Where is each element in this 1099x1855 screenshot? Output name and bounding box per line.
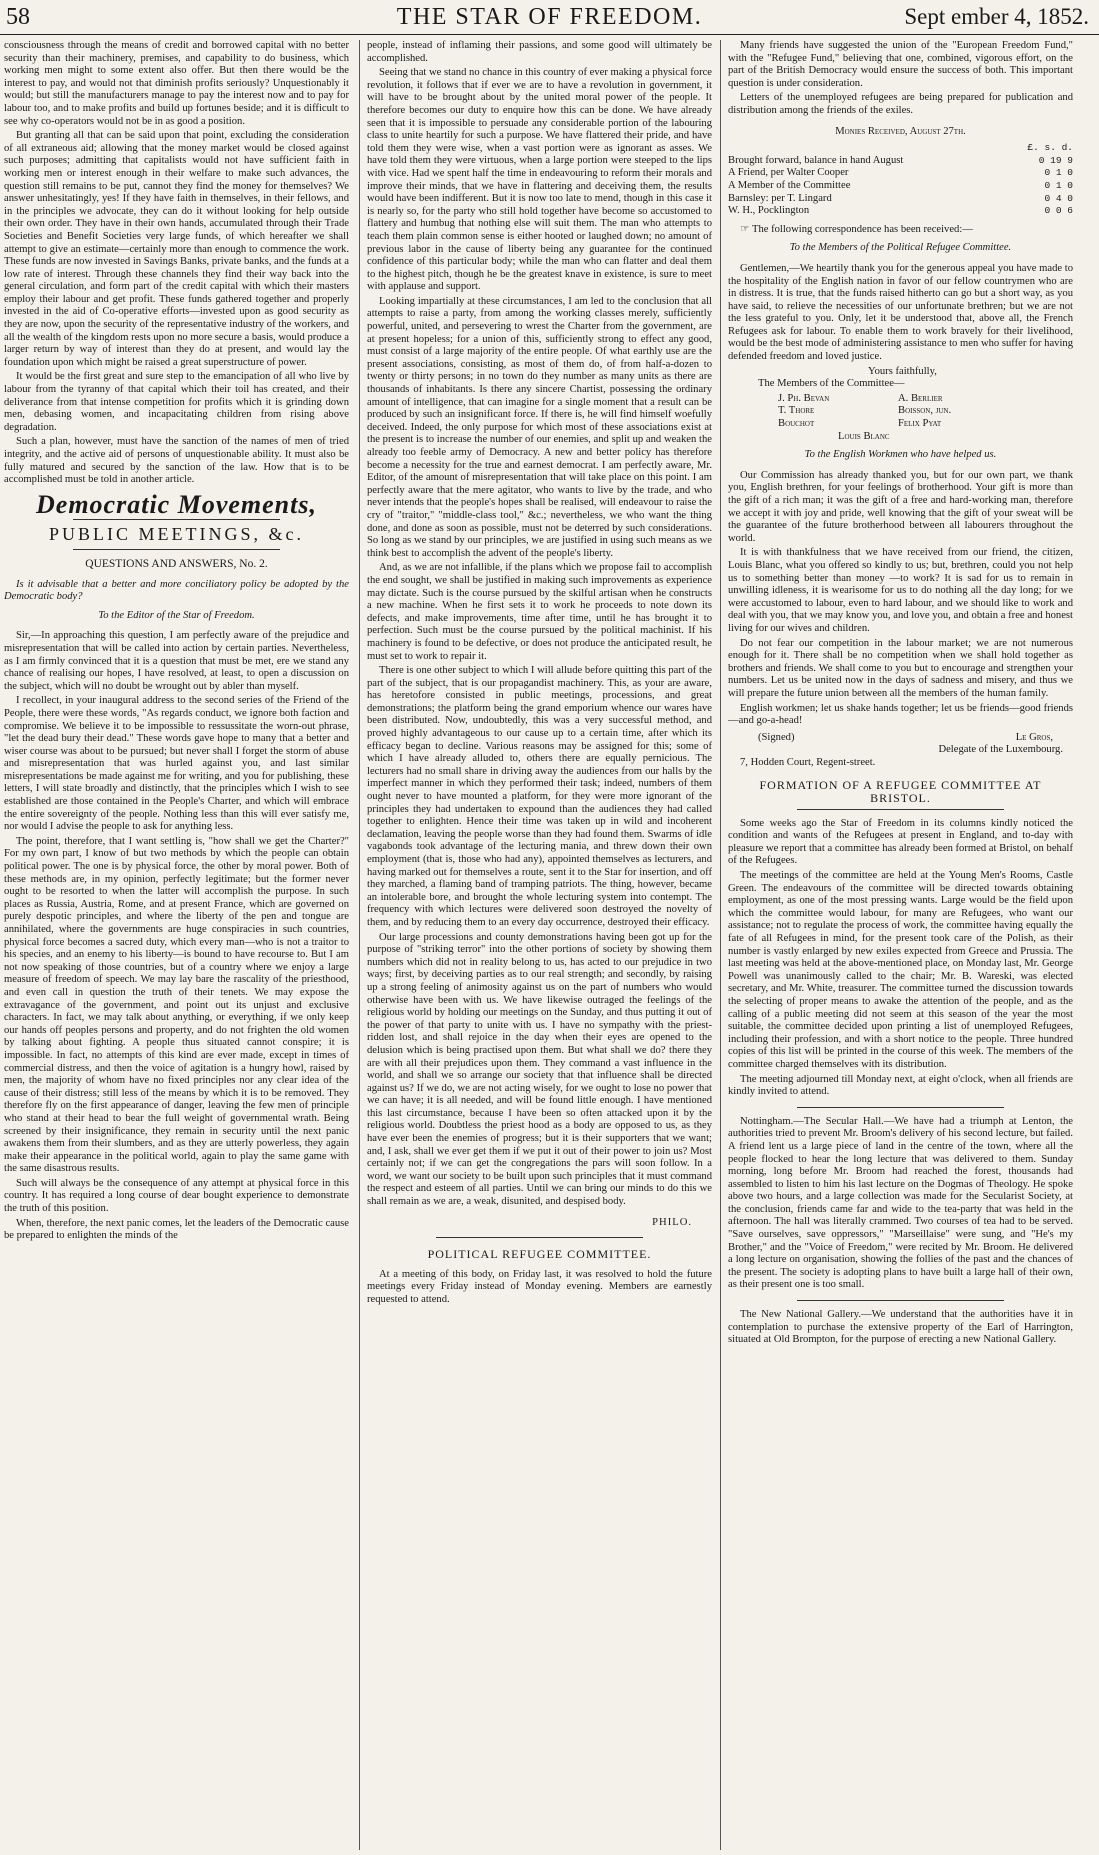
article-paragraph: consciousness through the means of credit and borrowed capital with no better security than their machinery, premises, and capability to do business, which working men might to some extent also offer. But then there would be the interest to pay, and would not that diminish profits seriously? Unquestionably it would; but still the manufacturers manage to pay the interest now and to pay for labour too, and to make profits and build up fortunes beside; and it is difficult to see why co-operators would not be in as good a position. [4, 40, 349, 127]
member-name: Felix Pyat [898, 418, 942, 430]
signatory: Le Gros, [1015, 731, 1053, 743]
article-paragraph: But granting all that can be said upon that point, excluding the consideration of all extraneous aid; allowing that the money market would be closed against such purposes; admitting that capitalists would not have sufficient faith in working men or interest enough in their welfare to make such advances, the question still remains to be put, cannot they find the money for themselves? We answer unhesitatingly, yes! If they have faith in themselves, in their fellows, and in the principles we advocate, they can do it without looking for help outside their own order. They have in their own hands, accumulated through their Trade Societies and Benefit Societies very large funds, of which hereafter we shall attempt to give an estimate—certainly more than enough to commence the work. These funds are now invested in Savings Banks, private banks, and the funds at a low rate of interest. Through these channels they find their way back into the general circulation, and form part of the credit capital with which their masters employ their labour and get profit. These funds gathered together and properly invested in the aid of Co-operative efforts—invested upon as good security as they are now, upon the security of the representative industry of the workers, and all the wealth of the kingdom rests upon no more secure a basis, would produce a larger return by way of interest than they do at present, and would lay the foundation upon which might be raised a great superstructure of power. [4, 130, 349, 368]
letter-heading: To the English Workmen who have helped us. [804, 449, 997, 461]
table-row [728, 205, 1073, 218]
letter-paragraph: Gentlemen,—We heartily thank you for the generous appeal you have made to the hospitality of the English nation in favor of our fellow countrymen who are in distress. It is true, that the funds raised hitherto can go but a short way, as you have said, to relieve the necessities of our unfortunate brethren; but we are not the less grateful to you. Only, let it be understood that, above all, the French Refugees ask for labour. To enable them to work bravely for their livelihood, would be the best mode of administering assistance to men who suffer for having defended freedom and loved justice. [728, 262, 1073, 363]
row-label: Brought forward, balance in hand August [728, 154, 904, 166]
article-paragraph: The meetings of the committee are held at the Young Men's Rooms, Castle Green. The endeavours of the committee will be directed towards obtaining employment, as one of the most pressing wants. Large would be the field upon which the committee would labour, for many are Refugees, who want our assistance; not to regulate the process of work, the committee having equally the fate of all Refugees in mind, for the present took care of the Polish, as their number is vastly enlarged by new exiles expected from Greece and Prussia. The last meeting was held at the above-mentioned place, on Monday last, Mr. George Powell was unanimously called to the chair; Mr. B. Wareski, was elected secretary, and Mr. White, treasurer. The committee turned the discussion towards the selecting of proper means to awake the attention of the people, and as the calling of a public meeting did not seem at this season of the year the most suitable, the committee decided upon printing a list of unemployed Refugees, including their profession, and with a short notice to the people. Three hundred copies of this list will be printed in the course of this week. The members of the committee charged themselves with its distribution. [728, 870, 1073, 1070]
member-list [778, 393, 1073, 443]
member-name: A. Berlier [898, 392, 943, 404]
letter-paragraph: There is one other subject to which I will allude before quitting this part of the part of the subject, that is our propagandist machinery. This, as your are aware, has heretofore consisted in public meetings, processions, and great demonstrations; the platform being the grand emporium whence our wares have been distributed. Now, undoubtedly, this was a very successful method, and proved highly advantageous to our cause up to a certain time, after which its efficacy began to decline. Various reasons may be assigned for this; some of which I have already alluded to, others there are equally pernicious. The lecturers had no small share in driving away the audiences from our halls by the imperfect manner in which they performed their task; indeed, numbers of them ought never to have mounted a platform, for they were more ignorant of the principles they had undertaken to expound than the audiences they had called together to enlighten. Hence their time was taken up in wild and incoherent declamation, leaving the people worse than they had found them. Swarms of idle vagabonds took advantage of the lecturing mania, and threw down their own employment (that is, those who had any), appointed themselves as lecturers, and having marked out for themselves a route, sent it to the Star for insertion, and off they marched, a flaming band of tramping patriots. The thing, however, became an intolerable bore, and brought the whole lecturing system into contempt. The frequency with which lectures were delivered soon destroyed the novelty of them, and by reducing them to an every day occurrence, destroyed their efficacy. [367, 665, 712, 928]
table-row [728, 180, 1073, 193]
masthead-title: THE STAR OF FREEDOM. [396, 4, 703, 30]
article-paragraph: Letters of the unemployed refugees are being prepared for publication and distribution among the friends of the exiles. [728, 92, 1073, 116]
article-paragraph: At a meeting of this body, on Friday last, it was resolved to hold the future meetings every Friday instead of Monday evening. Members are earnestly requested to attend. [367, 1268, 712, 1305]
letter-paragraph: And, as we are not infallible, if the plans which we propose fail to accomplish the end sought, we shall be justified in making such improvements as experience may dictate. Such is the course pursued by the skilful artisan when he constructs a new machine. When he first sets it to work he proceeds to note down its defects, and make improvements, time after time, until he has brought it to perfection. Such must be the course pursued by the political machinist. If his machinery is found to be defective, or does not produce the anticipated result, he must set to work to repair it. [367, 562, 712, 662]
letter-salutation: To the Editor of the Star of Freedom. [98, 609, 255, 621]
row-amount: 0 0 6 [1044, 205, 1073, 217]
letter-paragraph: Our large processions and county demonstrations having been got up for the purpose of "striking terror" into the other portions of society by showing them numbers which did not in reality belong to us, has acted to our prejudice in two ways; first, by deceiving parties as to our real strength; and secondly, by raising up a strong feeling of animosity against us on the part of numbers who would otherwise have been with us. We have likewise outraged the feelings of the religious world by holding our meetings on the Sunday, and thus putting it out of the power of that party to unite with us. I have no sympathy with the priest-ridden lost, and shall rejoice in the day when their eyes are opened to the delusion which is being practised upon them. But what shall we do? there they are with all their prejudices upon them. They command a vast influence in the world, and shall we so arrange our society that that influence shall be directed against us? If we do, we are not acting wisely, for we ought to lose no power that we can have; it is all needed, and will be found little enough. I have mentioned this last circumstance, because I have been so often attacked upon it by the religious world. Doubtless the priest hood as a body are opposed to us, as they have ever been the enemies of progress; but it is their supporters that we want; and, I ask, shall we ever get them if we put it out of their power to join us? Most certainly not; if we can get the congregations the pars will soon follow. In a word, we want our society to be built upon such principles that it must command the respect and esteem of all parties. Until we can bring our minds to do this we shall remain as we are, a weak, disunited, and despised body. [367, 931, 712, 1208]
table-row [728, 167, 1073, 180]
divider [797, 1300, 1004, 1301]
currency-header: £. s. d. [1027, 142, 1073, 154]
article-paragraph: The meeting adjourned till Monday next, at eight o'clock, when all friends are kindly invited to attend. [728, 1073, 1073, 1098]
signed-line [728, 732, 1073, 745]
pointing-hand-icon: ☞ [740, 223, 752, 235]
letter-paragraph: Such will always be the consequence of any attempt at physical force in this country. It has required a long course of dear bought experience to demonstrate the truth of this position. [4, 1177, 349, 1215]
article-paragraph: Some weeks ago the Star of Freedom in its columns kindly noticed the condition and wants of the Refugees at present in England, and to-day with pleasure we report that a committee has already been formed at Bristol, on behalf of the Refugees. [728, 817, 1073, 867]
row-amount: 0 19 9 [1038, 154, 1073, 166]
divider [73, 519, 280, 520]
letter-paragraph: Sir,—In approaching this question, I am perfectly aware of the prejudice and misrepresentation that will be called into action by certain parties. Nevertheless, as I am firmly convinced that it is a question that must be met, ere we stand any chance of realising our hopes, I have resolved, at least, to open a discussion on the subject, which will no doubt be wrought out by abler than myself. [4, 630, 349, 692]
row-amount: 0 1 0 [1044, 179, 1073, 191]
letter-paragraph: Seeing that we stand no chance in this country of ever making a physical force revolution, it follows that if ever we are to have a revolution in government, it will have to be brought about by the united moral power of the people. It therefore becomes our duty to enquire how this can be done. We have already seen that it is impossible to persuade any considerable portion of the labouring class to unite heartily for such a purpose. We have flattered their pride, and have told them they were wise, when a vast portion were as ignorant as asses. We have told them they were virtuous, when a large portion were steeped to the lips with vice. Had we spent half the time in endeavouring to reform their morals and improve their minds, that we have in flattering and deceiving them, the results would have been indifferent. But it is now too late to mend, though in this case it is nearly so, for the party who still hold together have become so accustomed to flattery and humbug that nothing else will suit them. The man who attempts to teach them plain common sense is either hooted or laughed down; no amount of previous labor in the cause of liberty being any guarantee for the continued confidence of this particular body; while the man who can flatter and deal them to the highest pitch, though he be the greatest knave in existence, is sure to meet with applause and support. [367, 67, 712, 293]
letter-paragraph: Looking impartially at these circumstances, I am led to the conclusion that all attempts to raise a party, from among the working classes merely, sufficiently powerful, united, and persevering to wrest the Charter from the government, are at present hopeless; for a union of this, sufficiently strong to effect any good, must consist of a large majority of the entire people. Of what earthly use are the present associations, consisting, as most of them do, of from half-a-dozen to twenty or thirty persons; in no town do they number as many units as there are thousands of inhabitants. Is there any sincere Chartist, possessing the ordinary amount of intelligence, that can imagine for a single moment that a result can be produced by such an insignificant force. If there is, he will find himself woefully deceived. Indeed, the only purpose for which most of these associations exist at the present is to increase the number of our enemies, and split up and weaken the already too feeble army of Democracy. A new and better policy has therefore become a necessity for the true and earnest democrat. I am perfectly aware, Mr. Editor, of the amount of misrepresentation that will take place on this point. I am perfectly aware that the mere agitator, who wants to live by the trade, and who never intends that the people's hopes shall be realised, will endeavour to raise the cry of "traitor," "middle-class tool," &c.; nevertheless, we who want the thing done, and done as soon as possible, must not be deterred by such considerations. So long as we stand by our principles, we are justified in using such means as we think best to accomplish the advent of the people's liberty. [367, 295, 712, 559]
article-paragraph: Many friends have suggested the union of the "European Freedom Fund," with the "Refugee Fund," believing that one, combined, vigorous effort, on the part of the British Democracy would ensure the success of both. This important question is under consideration. [728, 40, 1073, 89]
row-amount: 0 4 0 [1044, 192, 1073, 204]
section-title: FORMATION OF A REFUGEE COMMITTEE AT BRISTOL. [759, 778, 1042, 806]
column-3 [728, 40, 1073, 1850]
letter-paragraph: It is with thankfulness that we have received from our friend, the citizen, Louis Blanc, what you offered so kindly to us; but, brethren, could you not help us to something better than money —to work? It is sad for us to remain in unwilling idleness, it is wearisome for us to do nothing all the day long; for we were accustomed to labour, even to hard labour, and we should like to work and deal with you, that we may know you, and love you, and obtain a free and honest living for our wives and children. [728, 547, 1073, 634]
member-name: J. Ph. Bevan [778, 392, 830, 404]
row-label: W. H., Pocklington [728, 205, 810, 217]
row-label: A Friend, per Walter Cooper [728, 167, 849, 179]
section-title: Democratic Movements, [36, 489, 317, 519]
row-label: A Member of the Committee [728, 179, 851, 191]
letter-paragraph: The point, therefore, that I want settling is, "how shall we get the Charter?" For my own part, I know of but two methods by which the people can obtain political power. The one is by physical force, the other by moral power. Both of these methods are, in my opinion, perfectly legitimate; but the former never ought to be resorted to when the latter will accomplish the purpose. In such places as Russia, Austria, Rome, and at present France, which are governed on purely despotic principles, and where the liberty of the pen and tongue are annihilated, where the governments are huge conspiracies in such countries, physical force becomes a sacred duty, which every man—who is not a traitor to his species, and an enemy to his liberty—is bound to have recourse to. But I am not now speaking of those countries, but of a country where we enjoy a large measure of freedom of speech. We may lay bare the rascality of the priesthood, and even call in question the truth of their tenets. We may expose the extravagance of the government, and point out its unjust and exclusive characters. In fact, we may talk about anything, or everything, if we only keep our hands off peoples persons and property, and do not frighten the old women by talking about fighting. A people thus situated cannot conspire; it is impossible. In fact, no attempts of this kind are ever made, except in times of commercial distress, and then the voice of agitation is a hungry howl, raised by men, the majority of whom have no fixed principles nor any clear idea of the cause of their distress; still less of the means by which it is to be removed. They therefore fly on the first appearance of danger, leaving the few men of principle who stand at their head to bear the full weight of governmental wrath. Being screened by their insignificance, they remain in security until the next panic awakens them from their slumbers, and as they are utterly powerless, they again make their appearance in the political world, again to play the same game with the same disastrous results. [4, 835, 349, 1175]
member-name: T. Thore [778, 405, 815, 417]
column-2 [367, 40, 712, 1850]
issue-date: Sept ember 4, 1852. [904, 4, 1089, 29]
section-title: POLITICAL REFUGEE COMMITTEE. [427, 1247, 652, 1262]
monies-table [728, 142, 1073, 218]
letter-heading: To the Members of the Political Refugee Committee. [789, 242, 1012, 254]
delegate-line: Delegate of the Luxembourg. [938, 744, 1063, 756]
letter-paragraph: Our Commission has already thanked you, but for our own part, we thank you, English brethren, for your feelings of brotherhood. Your gift is more than the gift of a rich man; it was the gift of a free and hard-working man, therefore we accept it with joy and pride, well knowing that the gift of your sweat will be the guarantee of the future brotherhood between all labourers throughout the world. [728, 469, 1073, 544]
divider [797, 809, 1004, 810]
signed-label: (Signed) [758, 731, 795, 743]
article-paragraph: It would be the first great and sure step to the emancipation of all who live by labour from the tyranny of that capital which their toil has created, and their deliverance from that intense competition for profits which it is grinding down men, debasing women, and incapacitating children from rising above degradation. [4, 371, 349, 433]
page-number: 58 [6, 4, 30, 30]
column-rule [359, 40, 360, 1850]
divider [436, 1237, 643, 1238]
question-text: Is it advisable that a better and more conciliatory policy be adopted by the Democratic body? [4, 578, 349, 603]
news-paragraph: The New National Gallery.—We understand that the authorities have it in contemplation to purchase the extensive property of the Earl of Harrington, situated at Old Brompton, for the purpose of erecting a new National Gallery. [728, 1309, 1073, 1346]
qa-heading: QUESTIONS AND ANSWERS, No. 2. [85, 557, 268, 570]
article-paragraph: Such a plan, however, must have the sanction of the names of men of tried integrity, and the active aid of persons of unquestionable ability. It must also be fully matured and secured by the sanction of the law. How that is to be accomplished must be told in another article. [4, 436, 349, 486]
correspondence-note [728, 224, 1073, 237]
member-name: Bouchot [778, 418, 815, 430]
public-meetings-heading: PUBLIC MEETINGS, &c. [49, 524, 304, 545]
divider [797, 1107, 1004, 1108]
letter-paragraph: I recollect, in your inaugural address to the second series of the Friend of the People, there were these words, "As regards conduct, we ignore both faction and compromise. We believe it to be impossible to ressussitate the worn-out phrase, "let the dead bury their dead." These words gave hope to many that a better and wiser course was about to be pursued; but never shall I forget the storm of abuse and misrepresentation that was hurled against you, and last similar misrepresentations be made against me for writing, and you for publishing, these letters, I will state broadly and distinctly, that the principles which I wish to see established are those contained in the People's Charter, and which will embrace the entire sovereignty of the people. Nothing less than this will ever satisfy me, nor would I advise the people to ask for anything less. [4, 695, 349, 833]
news-paragraph: Nottingham.—The Secular Hall.—We have had a triumph at Lenton, the authorities tried to prevent Mr. Broom's delivery of his second lecture, but failed. A friend lent us a large piece of land in the centre of the town, where all the people flocked to hear the long lecture that was delivered to them. Sunday morning, long before Mr. Broom had reached the forest, thousands had assembled to listen to him his last lecture on the Dogmas of Theology. He spoke above two hours, and a large collection was made for the Secularist Society, at the conclusion, friends came far and wide to the tea-party that was held in the afternoon. The hall was literally crammed. Two courses of tea had to be served. "Save ourselves, save oppressors," "Marseillaise" were sung, and "He's my Brother," and the "Voice of Freedom," were recited by Mr. Broom. He delivered a long lecture on organisation, showing the follies of the past and the chances of the present. The society is adopting plans to have built a large hall of their own, as their present one is too small. [728, 1115, 1073, 1291]
committee-label: The Members of the Committee— [758, 378, 905, 390]
note-text: The following correspondence has been received:— [751, 223, 973, 235]
closing: Yours faithfully, [868, 365, 937, 377]
letter-paragraph: When, therefore, the next panic comes, let the leaders of the Democratic cause be prepared to enlighten the minds of the [4, 1217, 349, 1242]
letter-paragraph: English workmen; let us shake hands together; let us be friends—good friends—and go-a-head! [728, 702, 1073, 727]
table-row [728, 193, 1073, 206]
row-label: Barnsley: per T. Lingard [728, 192, 832, 204]
column-1 [4, 40, 349, 1850]
signature: PHILO. [652, 1216, 692, 1228]
member-name: Louis Blanc [838, 430, 890, 442]
member-name: Boisson, jun. [898, 405, 952, 417]
table-row [728, 155, 1073, 168]
address-line: 7, Hodden Court, Regent-street. [740, 756, 876, 768]
page-header [0, 0, 1099, 35]
divider [73, 549, 280, 550]
row-amount: 0 1 0 [1044, 167, 1073, 179]
letter-paragraph: people, instead of inflaming their passions, and some good will ultimately be accomplished. [367, 40, 712, 64]
letter-paragraph: Do not fear our competition in the labour market; we are not numerous enough for it. There shall be no competition when we shall hold together as brothers and friends. We shall come to you but to encourage and strengthen your numbers. Let us be united now in the days of sadness and misery, and thus we will prepare the future union between all the members of the human family. [728, 637, 1073, 699]
column-rule [720, 40, 721, 1850]
monies-title: Monies Received, August 27th. [835, 125, 966, 137]
